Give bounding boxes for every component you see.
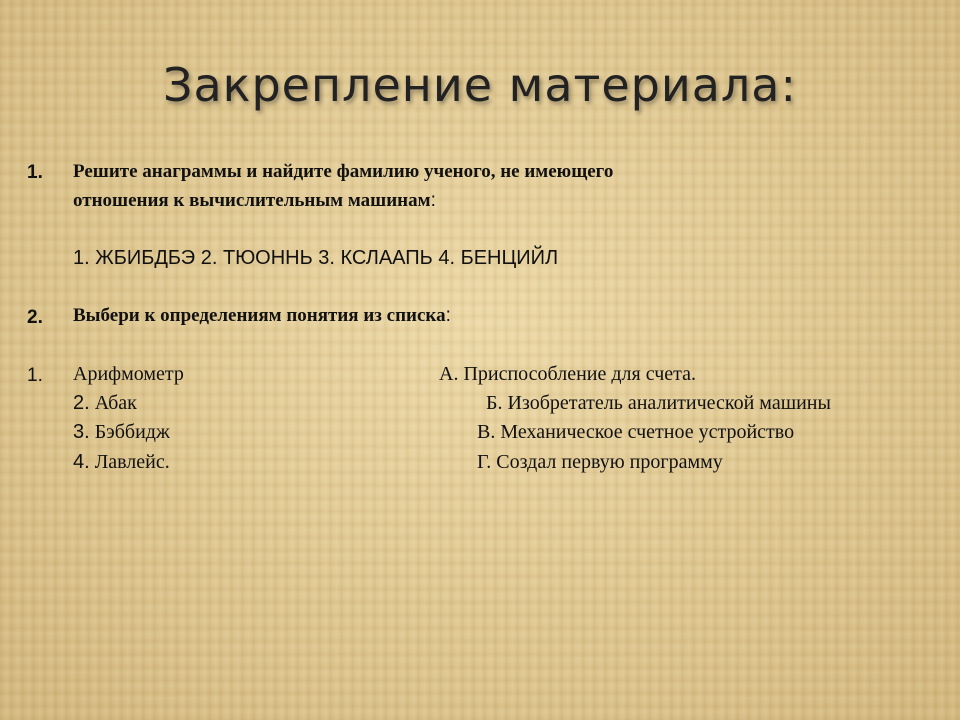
- term-number: 4.: [73, 451, 90, 473]
- definition-item: А. Приспособление для счета.: [439, 363, 696, 385]
- definition-item: В. Механическое счетное устройство: [477, 421, 795, 443]
- term-text: Арифмометр: [73, 363, 184, 385]
- definition-item: Б. Изобретатель аналитической машины: [486, 392, 831, 414]
- term-item: [73, 363, 184, 386]
- task1-colon: :: [430, 190, 436, 211]
- term-item: [73, 451, 170, 474]
- task2-text-main: Выбери к определениям понятия из списка: [73, 305, 446, 326]
- term-number: 2.: [73, 392, 90, 414]
- task2-colon: :: [445, 305, 451, 326]
- task1-line2: [73, 190, 436, 212]
- term-text: Абак: [89, 392, 137, 414]
- term-number: 3.: [73, 421, 90, 443]
- term-item: [73, 392, 137, 415]
- term-text: Бэббидж: [89, 421, 170, 443]
- term-item: [73, 421, 170, 444]
- term-text: Лавлейс.: [89, 451, 170, 473]
- task1-line2-text: отношения к вычислительным машинам: [73, 190, 431, 211]
- task2-text: [73, 305, 451, 327]
- task1-line1: Решите анаграммы и найдите фамилию ученого, не имеющего: [73, 161, 614, 182]
- list-number: 1.: [27, 365, 43, 386]
- task1-number: 1.: [27, 162, 43, 183]
- anagrams-line: 1. ЖБИБДБЭ 2. ТЮОННЬ 3. КСЛААПЬ 4. БЕНЦИЙЛ: [73, 247, 559, 269]
- slide-title: Закрепление материала:: [163, 58, 797, 112]
- task2-number: 2.: [27, 307, 43, 328]
- definition-item: Г. Создал первую программу: [477, 451, 723, 473]
